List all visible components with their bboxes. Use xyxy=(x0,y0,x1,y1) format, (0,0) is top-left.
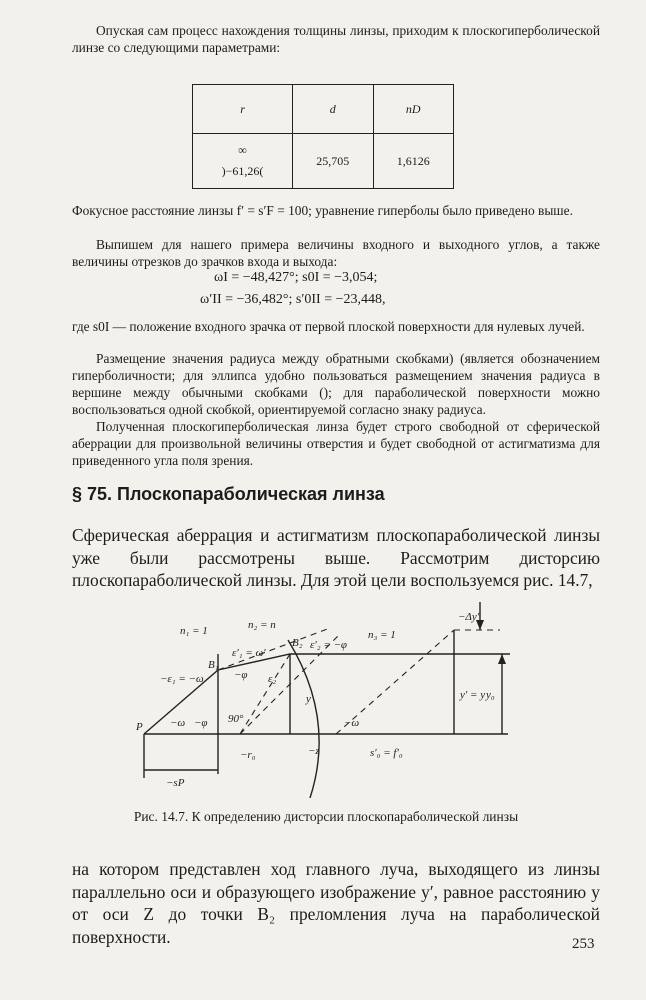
parabolic-surface xyxy=(288,640,319,798)
label-phi2: −φ xyxy=(194,717,208,729)
body-paragraph-1: Сферическая аберрация и астигматизм плоскопараболической линзы уже были рассмотрены выше. Рассмотрим дисторсию плоскопараболической линзы. Для этой цели воспользуемся рис. 14.7, xyxy=(72,525,600,590)
lens-diagram xyxy=(130,598,530,798)
formula-line-1: ωI = −48,427°; s0I = −3,054; xyxy=(214,270,378,285)
page-number: 253 xyxy=(572,936,595,952)
table-header-row xyxy=(193,85,454,134)
label-n2: n₂ = n xyxy=(248,619,276,631)
label-s0f0: s′₀ = f′₀ xyxy=(370,747,403,759)
header-d: d xyxy=(293,85,373,134)
label-b2: B₂ xyxy=(292,637,303,649)
formula-line-2: ω′II = −36,482°; s′0II = −23,448, xyxy=(200,292,386,307)
label-y: y xyxy=(306,693,311,705)
label-dy: −Δy′ xyxy=(458,611,480,623)
header-n: nD xyxy=(373,85,453,134)
label-phi: −φ xyxy=(234,669,248,681)
label-eps1p: ε′₁ = ω′ xyxy=(232,647,266,659)
table-row xyxy=(193,134,454,189)
label-y0: y₀ xyxy=(486,689,495,701)
cell-d: 25,705 xyxy=(293,134,373,189)
r-value-1: ∞ xyxy=(238,143,247,157)
bracket-paragraph: Размещение значения радиуса между обратными скобками) (является обозначением гиперболичности; для эллипса удобно пользоваться размещением значения радиуса в вершине между обычными скобками (); для параболической поверхности можно воспользоваться одной скобкой, ориентируемой согласно знаку радиуса. xyxy=(72,351,600,417)
label-eps2p: ε′₂ = −φ xyxy=(310,639,347,651)
label-b1: B₁ xyxy=(208,659,219,671)
label-n3: n₃ = 1 xyxy=(368,629,396,641)
cell-r xyxy=(193,134,293,189)
section-heading: § 75. Плоскопараболическая линза xyxy=(72,484,385,504)
lens-parameters-table xyxy=(192,84,454,189)
label-e2: ε₂ xyxy=(268,673,277,685)
arrow-up-icon xyxy=(498,654,506,664)
figure-caption: Рис. 14.7. К определению дисторсии плоскопараболической линзы xyxy=(133,809,519,824)
label-omega: −ω xyxy=(170,717,186,729)
cell-n: 1,6126 xyxy=(373,134,453,189)
body-paragraph-2: на котором представлен ход главного луча, выходящего из линзы параллельно оси и образующего изображение y′, равное расстоянию y от оси Z до точки B₂ преломления луча на параболической поверхности. xyxy=(72,859,600,947)
label-eps1: −ε₁ = −ω xyxy=(160,673,204,685)
label-n1: n₁ = 1 xyxy=(180,625,208,637)
label-ninety: 90° xyxy=(228,713,244,725)
label-p: P xyxy=(136,721,143,733)
header-r: r xyxy=(193,85,293,134)
label-z: −z xyxy=(308,745,320,757)
label-sp: −sP xyxy=(166,777,185,789)
intro-paragraph: Опуская сам процесс нахождения толщины линзы, приходим к плоскогиперболической линзе со следующими параметрами: xyxy=(72,23,600,55)
label-yprime: y′ = y xyxy=(460,689,486,701)
r-value-2: )−61,26( xyxy=(221,164,264,178)
where-paragraph: где s0I — положение входного зрачка от первой плоской поверхности для нулевых лучей. xyxy=(72,319,585,334)
label-omega-s: −ω xyxy=(344,717,360,729)
focal-paragraph: Фокусное расстояние линзы f′ = s′F = 100; уравнение гиперболы было приведено выше. xyxy=(72,203,573,218)
angles-paragraph: Выпишем для нашего примера величины входного и выходного углов, а также величины отрезков до зрачков входа и выхода: xyxy=(72,237,600,269)
dashed-ray-3 xyxy=(240,654,290,734)
result-paragraph: Полученная плоскогиперболическая линза будет строго свободной от сферической аберрации для произвольной величины отверстия и будет свободной от астигматизма для приведенного угла поля зрения. xyxy=(72,419,600,468)
label-r0: −r₀ xyxy=(240,749,256,761)
